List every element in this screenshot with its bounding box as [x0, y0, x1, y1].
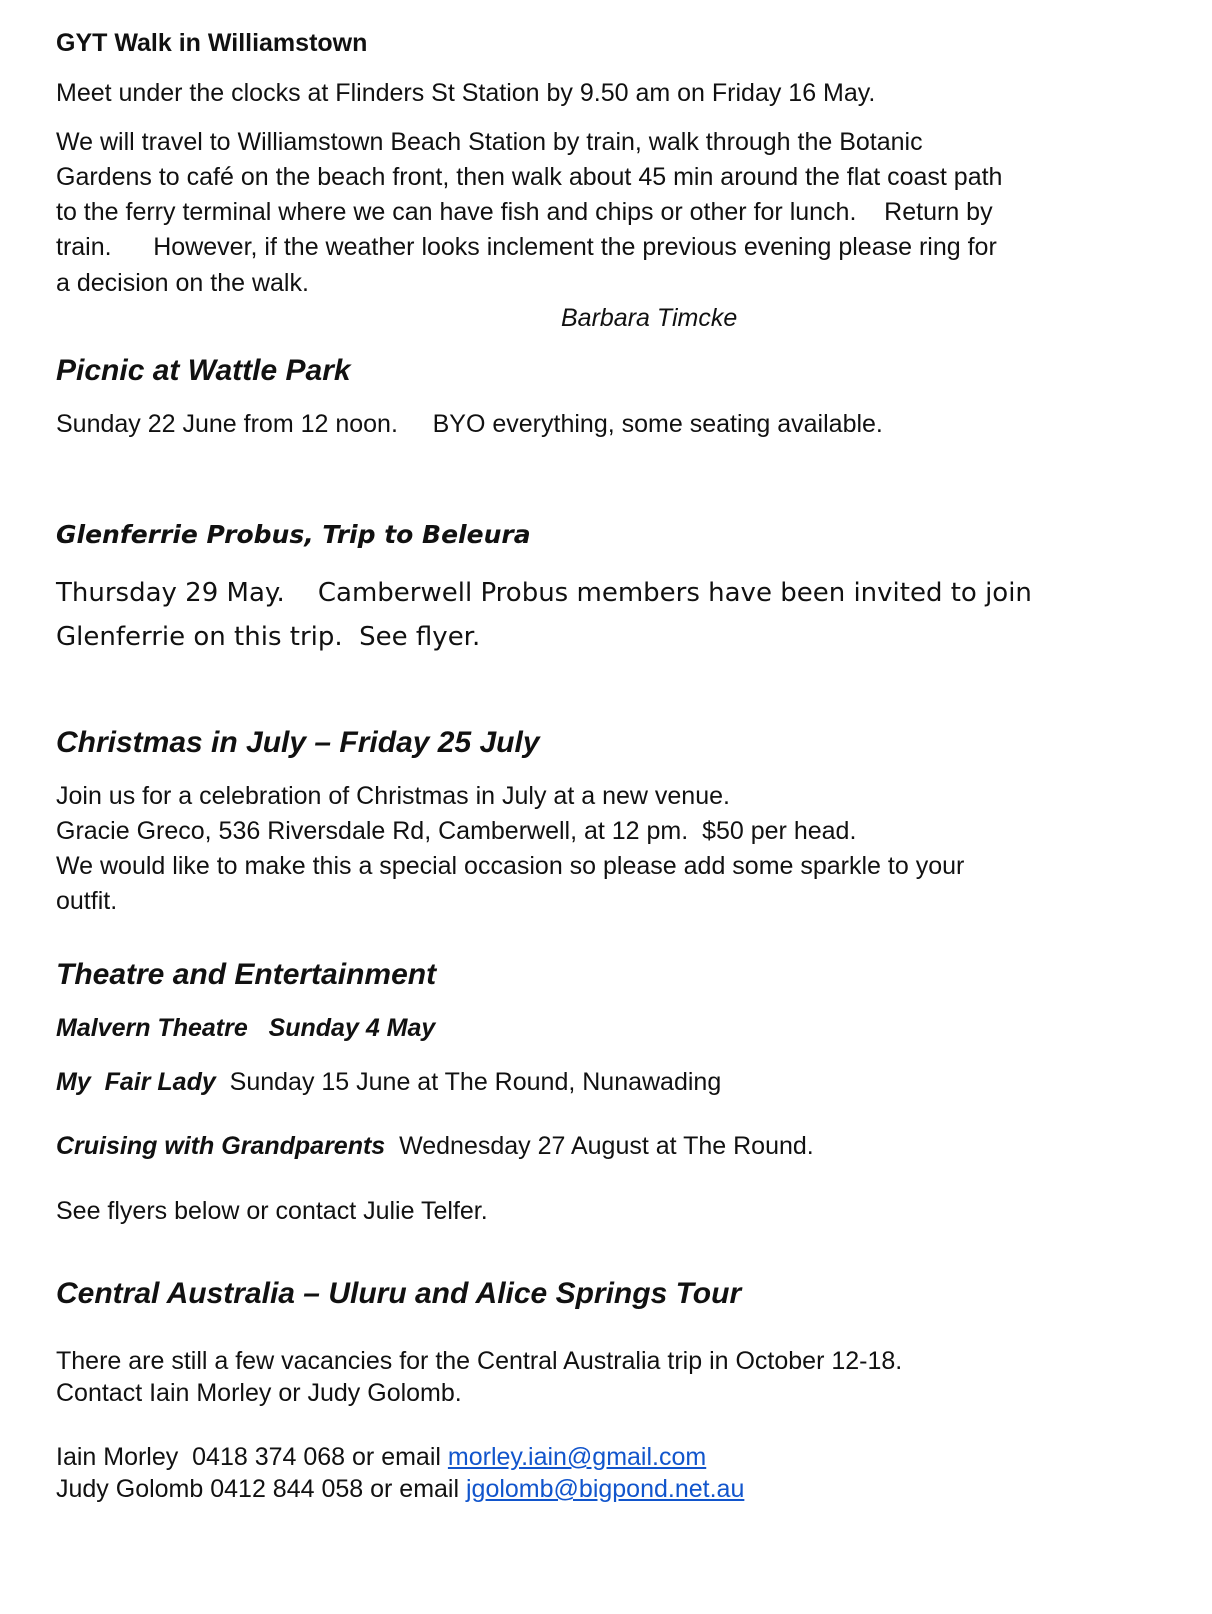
walk-body-line: Gardens to café on the beach front, then walk about 45 min around the flat coast path: [56, 163, 1003, 191]
walk-meet-text: Meet under the clocks at Flinders St Station by 9.50 am on Friday 16 May.: [56, 79, 876, 107]
contact-judy-email-link[interactable]: jgolomb@bigpond.net.au: [465, 1475, 745, 1503]
malvern-theatre-line: Malvern Theatre Sunday 4 May: [56, 1014, 436, 1042]
walk-body-line: a decision on the walk.: [56, 269, 309, 297]
contact-judy-text: Judy Golomb 0412 844 058 or email: [56, 1475, 466, 1503]
picnic-text: Sunday 22 June from 12 noon. BYO everything, some seating available.: [56, 410, 883, 438]
cruising-title: Cruising with Grandparents: [56, 1132, 386, 1160]
fair-lady-line: [56, 1067, 721, 1097]
walk-author: Barbara Timcke: [561, 304, 738, 332]
tour-heading: Central Australia – Uluru and Alice Springs Tour: [56, 1277, 742, 1310]
theatre-heading: Theatre and Entertainment: [56, 958, 437, 991]
probus-heading: Glenferrie Probus, Trip to Beleura: [56, 520, 531, 549]
picnic-heading: Picnic at Wattle Park: [56, 354, 351, 387]
theatre-flyers-text: See flyers below or contact Julie Telfer.: [56, 1197, 488, 1225]
cruising-text: Wednesday 27 August at The Round.: [385, 1132, 814, 1160]
christmas-text-line: Gracie Greco, 536 Riversdale Rd, Camberwell, at 12 pm. $50 per head.: [56, 817, 857, 845]
christmas-text-line: outfit.: [56, 887, 118, 915]
tour-text-line: Contact Iain Morley or Judy Golomb.: [56, 1379, 462, 1407]
christmas-heading: Christmas in July – Friday 25 July: [56, 726, 540, 759]
walk-body-line: We will travel to Williamstown Beach Station by train, walk through the Botanic: [56, 128, 923, 156]
probus-text-line: Thursday 29 May. Camberwell Probus members have been invited to join: [56, 578, 1032, 608]
walk-title: GYT Walk in Williamstown: [56, 29, 368, 57]
fair-lady-title: My Fair Lady: [56, 1068, 216, 1096]
contact-judy: [56, 1474, 744, 1504]
contact-iain-email-link[interactable]: morley.iain@gmail.com: [447, 1443, 707, 1471]
contact-iain-text: Iain Morley 0418 374 068 or email: [56, 1443, 448, 1471]
christmas-text-line: We would like to make this a special occasion so please add some sparkle to your: [56, 852, 965, 880]
contact-iain: [56, 1442, 706, 1472]
fair-lady-text: Sunday 15 June at The Round, Nunawading: [215, 1068, 722, 1096]
walk-body-line: to the ferry terminal where we can have fish and chips or other for lunch. Return by: [56, 198, 993, 226]
cruising-line: [56, 1131, 814, 1161]
christmas-text-line: Join us for a celebration of Christmas in July at a new venue.: [56, 782, 730, 810]
tour-text-line: There are still a few vacancies for the Central Australia trip in October 12-18.: [56, 1347, 903, 1375]
walk-body-line: train. However, if the weather looks inclement the previous evening please ring for: [56, 233, 997, 261]
probus-text-line: Glenferrie on this trip. See flyer.: [56, 622, 481, 652]
